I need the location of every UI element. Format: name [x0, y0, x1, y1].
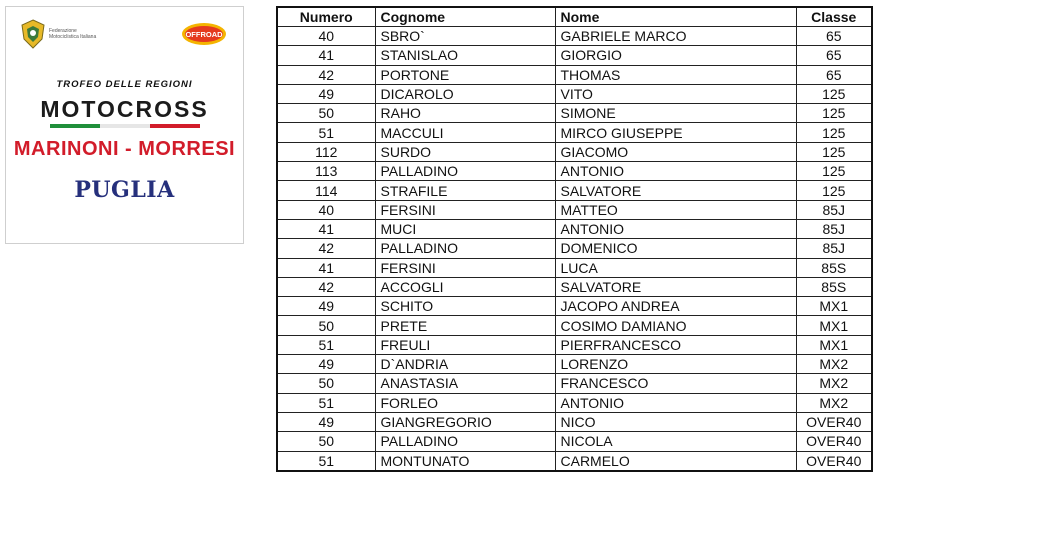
cell-numero: 41	[277, 258, 375, 277]
cell-cognome: MUCI	[375, 219, 555, 238]
header-classe: Classe	[796, 7, 872, 27]
table-row	[277, 335, 872, 354]
cell-classe: 125	[796, 162, 872, 181]
header-numero: Numero	[277, 7, 375, 27]
cell-nome: PIERFRANCESCO	[555, 335, 796, 354]
cell-numero: 51	[277, 451, 375, 471]
cell-numero: 50	[277, 316, 375, 335]
cell-cognome: SCHITO	[375, 297, 555, 316]
table-row	[277, 393, 872, 412]
cell-classe: 125	[796, 84, 872, 103]
cell-classe: MX2	[796, 374, 872, 393]
cell-classe: 85J	[796, 200, 872, 219]
cell-cognome: DICAROLO	[375, 84, 555, 103]
cell-numero: 113	[277, 162, 375, 181]
cell-classe: 65	[796, 27, 872, 46]
cell-numero: 41	[277, 219, 375, 238]
cell-nome: GABRIELE MARCO	[555, 27, 796, 46]
cell-classe: MX2	[796, 355, 872, 374]
cell-cognome: PALLADINO	[375, 239, 555, 258]
offroad-text: OFFROAD	[185, 30, 223, 39]
cell-nome: LORENZO	[555, 355, 796, 374]
cell-cognome: FERSINI	[375, 200, 555, 219]
cell-numero: 49	[277, 297, 375, 316]
cell-cognome: MACCULI	[375, 123, 555, 142]
cell-classe: 125	[796, 123, 872, 142]
cell-numero: 42	[277, 239, 375, 258]
cell-classe: 125	[796, 104, 872, 123]
table-row	[277, 277, 872, 296]
trophy-names: MARINONI - MORRESI	[13, 138, 236, 160]
fmi-text: Federazione Motociclistica Italiana	[49, 28, 97, 40]
cell-nome: SALVATORE	[555, 277, 796, 296]
cell-cognome: STANISLAO	[375, 46, 555, 65]
table-row	[277, 451, 872, 471]
table-row	[277, 432, 872, 451]
cell-cognome: FORLEO	[375, 393, 555, 412]
table-row	[277, 219, 872, 238]
cell-numero: 51	[277, 335, 375, 354]
cell-numero: 51	[277, 393, 375, 412]
header-nome: Nome	[555, 7, 796, 27]
table-row	[277, 27, 872, 46]
table-row	[277, 84, 872, 103]
cell-cognome: ANASTASIA	[375, 374, 555, 393]
cell-numero: 49	[277, 355, 375, 374]
cell-classe: 125	[796, 181, 872, 200]
cell-nome: JACOPO ANDREA	[555, 297, 796, 316]
table-row	[277, 200, 872, 219]
cell-numero: 49	[277, 84, 375, 103]
event-title: MOTOCROSS	[40, 96, 209, 122]
cell-cognome: MONTUNATO	[375, 451, 555, 471]
table-row	[277, 104, 872, 123]
cell-cognome: FREULI	[375, 335, 555, 354]
cell-classe: MX1	[796, 335, 872, 354]
cell-nome: SIMONE	[555, 104, 796, 123]
cell-classe: OVER40	[796, 432, 872, 451]
event-logo-card	[5, 6, 244, 244]
table-row	[277, 142, 872, 161]
table-header-row	[277, 7, 872, 27]
table-row	[277, 65, 872, 84]
table-row	[277, 355, 872, 374]
cell-classe: 125	[796, 142, 872, 161]
riders-table	[276, 6, 873, 472]
cell-classe: 65	[796, 46, 872, 65]
cell-nome: LUCA	[555, 258, 796, 277]
cell-nome: MIRCO GIUSEPPE	[555, 123, 796, 142]
cell-classe: 85J	[796, 239, 872, 258]
cell-numero: 49	[277, 412, 375, 431]
cell-nome: MATTEO	[555, 200, 796, 219]
table-row	[277, 46, 872, 65]
cell-numero: 50	[277, 374, 375, 393]
cell-cognome: PORTONE	[375, 65, 555, 84]
cell-classe: MX1	[796, 297, 872, 316]
cell-numero: 42	[277, 277, 375, 296]
table-row	[277, 258, 872, 277]
cell-cognome: ACCOGLI	[375, 277, 555, 296]
cell-nome: GIACOMO	[555, 142, 796, 161]
cell-nome: THOMAS	[555, 65, 796, 84]
cell-cognome: GIANGREGORIO	[375, 412, 555, 431]
cell-classe: MX1	[796, 316, 872, 335]
cell-numero: 42	[277, 65, 375, 84]
table-row	[277, 239, 872, 258]
cell-nome: CARMELO	[555, 451, 796, 471]
cell-nome: NICO	[555, 412, 796, 431]
table-row	[277, 181, 872, 200]
cell-classe: 85S	[796, 258, 872, 277]
cell-nome: ANTONIO	[555, 219, 796, 238]
cell-cognome: STRAFILE	[375, 181, 555, 200]
cell-nome: SALVATORE	[555, 181, 796, 200]
table-row	[277, 162, 872, 181]
cell-nome: ANTONIO	[555, 162, 796, 181]
cell-numero: 51	[277, 123, 375, 142]
cell-nome: DOMENICO	[555, 239, 796, 258]
table-row	[277, 412, 872, 431]
cell-numero: 112	[277, 142, 375, 161]
cell-classe: 65	[796, 65, 872, 84]
fmi-badge-icon	[20, 19, 46, 49]
cell-nome: GIORGIO	[555, 46, 796, 65]
header-cognome: Cognome	[375, 7, 555, 27]
italian-flag-stripe	[50, 124, 200, 128]
cell-nome: COSIMO DAMIANO	[555, 316, 796, 335]
cell-classe: 85J	[796, 219, 872, 238]
trofeo-subtitle: TROFEO DELLE REGIONI	[56, 79, 193, 90]
cell-classe: 85S	[796, 277, 872, 296]
table-row	[277, 297, 872, 316]
cell-cognome: SBRO`	[375, 27, 555, 46]
cell-cognome: D`ANDRIA	[375, 355, 555, 374]
cell-numero: 40	[277, 27, 375, 46]
cell-cognome: RAHO	[375, 104, 555, 123]
cell-numero: 50	[277, 432, 375, 451]
cell-nome: NICOLA	[555, 432, 796, 451]
table-row	[277, 123, 872, 142]
cell-classe: MX2	[796, 393, 872, 412]
cell-cognome: PRETE	[375, 316, 555, 335]
cell-numero: 114	[277, 181, 375, 200]
offroad-logo	[181, 22, 227, 46]
cell-nome: ANTONIO	[555, 393, 796, 412]
cell-numero: 50	[277, 104, 375, 123]
cell-cognome: FERSINI	[375, 258, 555, 277]
cell-numero: 41	[277, 46, 375, 65]
fmi-logo	[20, 19, 97, 49]
table-row	[277, 316, 872, 335]
cell-classe: OVER40	[796, 412, 872, 431]
cell-nome: FRANCESCO	[555, 374, 796, 393]
cell-numero: 40	[277, 200, 375, 219]
cell-cognome: PALLADINO	[375, 432, 555, 451]
cell-cognome: PALLADINO	[375, 162, 555, 181]
cell-cognome: SURDO	[375, 142, 555, 161]
cell-nome: VITO	[555, 84, 796, 103]
cell-classe: OVER40	[796, 451, 872, 471]
region-name: PUGLIA	[74, 177, 175, 203]
table-row	[277, 374, 872, 393]
